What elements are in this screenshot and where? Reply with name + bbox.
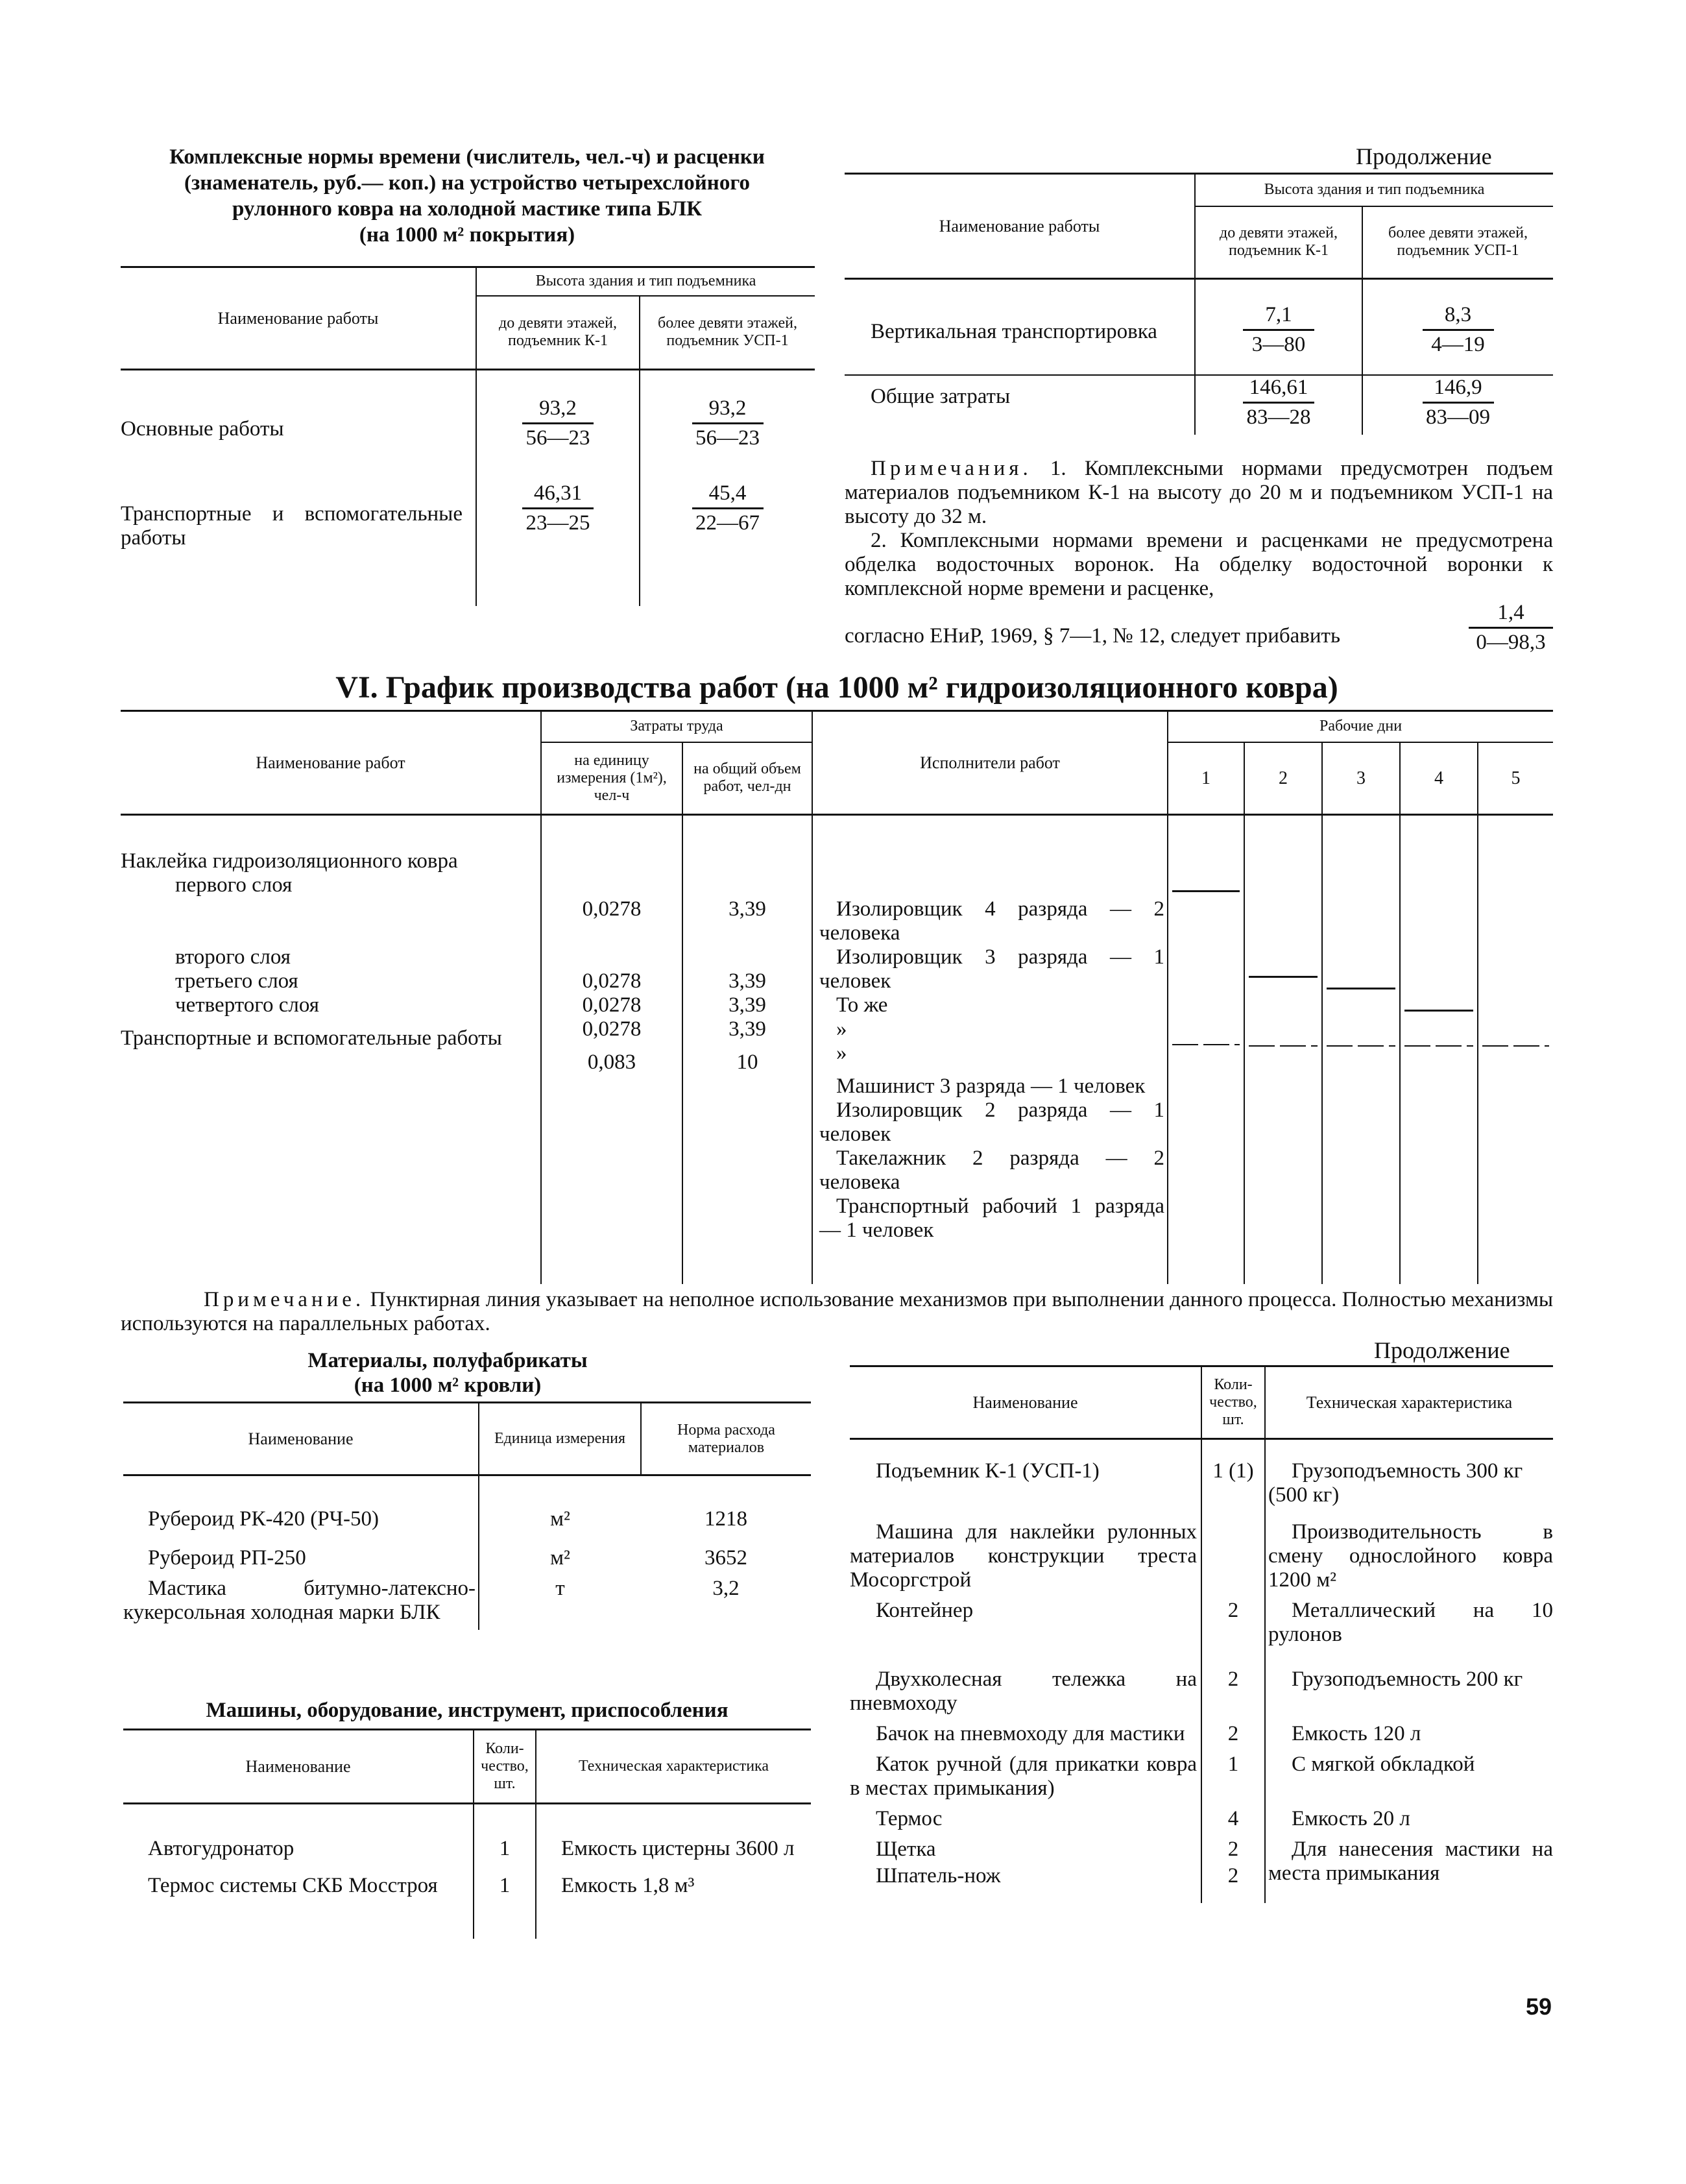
machines-col-qty: Коли-чество, шт. <box>474 1730 536 1804</box>
schedule-col-name: Наименование работ <box>256 753 405 772</box>
machines2-row-name: Шпатель-нож <box>876 1864 1001 1887</box>
materials-row-norm: 3,2 <box>712 1577 740 1600</box>
t1-cell-a: $\frac{46,31}{23—25}$ <box>476 476 640 606</box>
page-number: 59 <box>1526 1993 1552 2020</box>
machines-row-name: Термос системы СКБ Мосстроя <box>148 1874 438 1897</box>
machines2-row-spec: Емкость 120 л <box>1265 1716 1553 1746</box>
t2-col-b: более девяти этажей, подъемник УСП-1 <box>1362 206 1553 279</box>
day-2: 2 <box>1244 742 1322 815</box>
machines2-row-qty: 1 <box>1201 1746 1265 1801</box>
schedule-names <box>121 815 541 1285</box>
schedule-table <box>121 710 1553 1284</box>
materials-col-unit: Единица измерения <box>479 1403 641 1475</box>
t2-cell-a: $\frac{146,61}{83—28}$ <box>1195 375 1362 435</box>
t2-col-a: до девяти этажей, подъемник К-1 <box>1195 206 1362 279</box>
t2-cell-a: $\frac{7,1}{3—80}$ <box>1195 279 1362 375</box>
machines2-table <box>850 1365 1553 1903</box>
t2-row-name: Общие затраты <box>871 384 1011 408</box>
machines2-row-spec: Грузоподъемность 200 кг <box>1265 1647 1553 1716</box>
gantt-bar-layer-3 <box>1327 988 1395 989</box>
schedule-col-days: Рабочие дни <box>1168 711 1553 742</box>
t1-col-b: более девяти этажей, подъемник УСП-1 <box>640 296 815 370</box>
gantt-bar-layer-2 <box>1249 976 1318 978</box>
gantt-dash-transport <box>1172 1044 1240 1045</box>
gantt-day-1 <box>1168 815 1244 1285</box>
machines-col-spec: Техническая характеристика <box>536 1730 811 1804</box>
row-name: Транспортные и вспомогательные работы <box>121 1026 502 1050</box>
t1-col-group: Высота здания и тип подъемника <box>476 267 815 296</box>
t1-caption: Комплексные нормы времени (числитель, чел.-ч) и расценки (знаменатель, руб.— коп.) на устройство четырехслойного рулонного ковра на холодной мастике типа БЛК (на 1000 м² покрытия) <box>169 145 765 247</box>
machines2-col-name: Наименование <box>972 1393 1078 1412</box>
machines2-row-qty: 2 <box>1201 1647 1265 1716</box>
schedule-executors: Изолировщик 4 разряда — 2 человека Изолировщик 3 разряда — 1 человек То же » » Машинист 3 разряда — 1 человек Изолировщик 2 разряда — 1 человек Такелажник 2 разряда — 2 человека Транспортный рабочий 1 разряда — 1 человек <box>812 815 1168 1285</box>
materials-table <box>123 1401 811 1630</box>
t2-table <box>845 173 1553 435</box>
t2-col-group: Высота здания и тип подъемника <box>1195 174 1553 206</box>
machines-row-spec: Емкость цистерны 3600 л <box>536 1804 811 1862</box>
machines2-col-spec: Техническая характеристика <box>1265 1366 1553 1439</box>
gantt-dash-transport <box>1482 1045 1549 1047</box>
row-name: четвертого слоя <box>175 993 319 1017</box>
schedule-col-exec: Исполнители работ <box>812 711 1168 815</box>
t2-col-work: Наименование работы <box>939 217 1100 236</box>
machines-table <box>123 1729 811 1939</box>
t2-row-name: Вертикальная транспортировка <box>871 320 1157 343</box>
t1-col-a: до девяти этажей, подъемник К-1 <box>476 296 640 370</box>
row-name: первого слоя <box>175 873 293 897</box>
machines2-row-qty <box>1201 1507 1265 1592</box>
machines2-row-qty: 2 <box>1201 1716 1265 1746</box>
machines2-row-qty: 2 <box>1201 1592 1265 1647</box>
t2-cell-b: $\frac{146,9}{83—09}$ <box>1362 375 1553 435</box>
row-name: третьего слоя <box>175 969 298 993</box>
gantt-dash-transport <box>1327 1045 1395 1047</box>
materials-title: Материалы, полуфабрикаты (на 1000 м² кровли) <box>307 1349 588 1397</box>
materials-row-norm: 1218 <box>705 1507 747 1531</box>
machines2-row-spec: Грузоподъемность 300 кг (500 кг) <box>1265 1439 1553 1508</box>
day-4: 4 <box>1400 742 1478 815</box>
machines2-col-qty: Коли-чество, шт. <box>1201 1366 1265 1439</box>
gantt-dash-transport <box>1404 1045 1473 1047</box>
machines2-continuation: Продолжение <box>1374 1337 1510 1363</box>
t2-continuation: Продолжение <box>1356 143 1492 169</box>
schedule-total-values: 3,39 3,39 3,39 3,39 10 <box>682 815 812 1285</box>
materials-row-unit: м² <box>479 1540 641 1570</box>
machines2-row-name: Контейнер <box>876 1599 974 1622</box>
t1-cell-b: $\frac{93,2}{56—23}$ <box>640 370 815 476</box>
t1-cell-b: $\frac{45,4}{22—67}$ <box>640 476 815 606</box>
schedule-unit-values: 0,0278 0,0278 0,0278 0,0278 0,083 <box>541 815 682 1285</box>
day-1: 1 <box>1168 742 1244 815</box>
gantt-day-2 <box>1244 815 1322 1285</box>
t1-col-work: Наименование работы <box>217 309 379 328</box>
schedule-col-unit: на единицу измерения (1м²), чел-ч <box>541 742 682 815</box>
machines-row-qty: 1 <box>474 1804 536 1862</box>
gantt-bar-layer-1 <box>1172 890 1240 892</box>
machines2-row-name: Термос <box>876 1807 943 1830</box>
schedule-col-cost: Затраты труда <box>541 711 812 742</box>
gantt-bar-layer-4 <box>1404 1010 1473 1012</box>
machines-title: Машины, оборудование, инструмент, приспособления <box>206 1699 729 1722</box>
schedule-col-total: на общий объем работ, чел-дн <box>682 742 812 815</box>
gantt-dash-transport <box>1249 1045 1318 1047</box>
materials-row-name: Мастика битумно-латексно-кукерсольная холодная марки БЛК <box>123 1577 476 1624</box>
materials-row-name: Рубероид РП-250 <box>148 1546 306 1570</box>
machines2-row-name: Бачок на пневмоходу для мастики <box>876 1722 1185 1745</box>
machines2-row-qty: 1 (1) <box>1201 1439 1265 1508</box>
day-5: 5 <box>1478 742 1553 815</box>
machines-row-name: Автогудронатор <box>148 1837 295 1860</box>
row-name: второго слоя <box>175 945 291 969</box>
machines2-row-name: Подъемник К-1 (УСП-1) <box>876 1459 1100 1483</box>
machines2-row-name: Машина для наклейки рулонных материалов конструкции треста Мосоргстрой <box>850 1520 1197 1592</box>
machines2-row-qty: 2 <box>1201 1862 1265 1903</box>
section-title: VI. График производства работ (на 1000 м² гидроизоляционного ковра) <box>335 670 1338 705</box>
machines2-row-qty: 4 <box>1201 1801 1265 1831</box>
machines2-row-spec: Производительность в смену однослойного ковра 1200 м² <box>1265 1507 1553 1592</box>
gantt-day-4 <box>1400 815 1478 1285</box>
machines2-row-spec: Емкость 20 л <box>1265 1801 1553 1831</box>
materials-row-unit: т <box>479 1570 641 1630</box>
materials-row-unit: м² <box>479 1475 641 1540</box>
t1-table <box>121 266 815 606</box>
row-name: Наклейка гидроизоляционного ковра <box>121 849 458 873</box>
machines2-row-spec: Для нанесения мастики на места примыкания <box>1265 1831 1553 1903</box>
materials-col-name: Наименование <box>248 1429 354 1448</box>
machines2-row-name: Щетка <box>876 1838 936 1861</box>
materials-col-norm: Норма расхода материалов <box>641 1403 811 1475</box>
machines2-row-spec: С мягкой обкладкой <box>1265 1746 1553 1801</box>
machines-col-name: Наименование <box>245 1757 351 1776</box>
t2-cell-b: $\frac{8,3}{4—19}$ <box>1362 279 1553 375</box>
machines2-row-name: Каток ручной (для прикатки ковра в местах примыкания) <box>850 1753 1197 1800</box>
t1-row-name: Основные работы <box>121 417 284 441</box>
t2-notes: Примечания. 1. Комплексными нормами предусмотрен подъем материалов подъемником К-1 на высоту до 20 м и подъемником УСП-1 на высоту до 32 м. 2. Комплексными нормами времени и расценками не предусмотрена обделка водосточных воронок. На обделку водосточной воронки к комплексной норме времени и расценке, согласно ЕНиР, 1969, § 7—1, № 12, следует прибавить 1,4 0—98,3 <box>845 457 1553 654</box>
schedule-note: Примечание. Пунктирная линия указывает на неполное использование механизмов при выполнении данного процесса. Полностью механизмы используются на параллельных работах. <box>121 1288 1554 1335</box>
gantt-day-5 <box>1478 815 1553 1285</box>
machines-row-qty: 1 <box>474 1861 536 1939</box>
machines-row-spec: Емкость 1,8 м³ <box>536 1861 811 1939</box>
machines2-row-qty: 2 <box>1201 1831 1265 1862</box>
machines2-row-spec: Металлический на 10 рулонов <box>1265 1592 1553 1647</box>
t1-row-name: Транспортные и вспомогательные работы <box>121 502 463 550</box>
t1-cell-a: $\frac{93,2}{56—23}$ <box>476 370 640 476</box>
machines2-row-name: Двухколесная тележка на пневмоходу <box>850 1668 1197 1715</box>
materials-row-name: Рубероид РК-420 (РЧ-50) <box>148 1507 379 1531</box>
day-3: 3 <box>1322 742 1400 815</box>
gantt-day-3 <box>1322 815 1400 1285</box>
materials-row-norm: 3652 <box>705 1546 747 1570</box>
